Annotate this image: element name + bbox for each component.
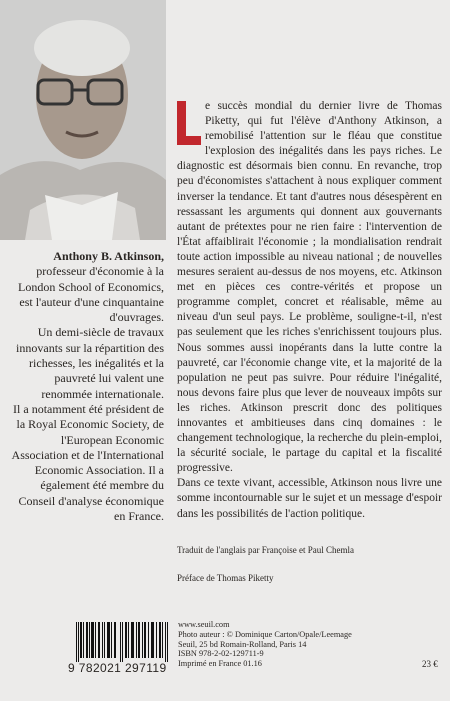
dropcap-letter (177, 101, 201, 145)
back-cover-text (177, 99, 442, 522)
print-info: Imprimé en France 01.16 (178, 659, 262, 669)
photo-credit: Photo auteur : © Dominique Carton/Opale/Leemage (178, 629, 352, 639)
preface-credit: Préface de Thomas Piketty (177, 573, 274, 583)
bio-paragraph: professeur d'économie à la London School of Economics, est l'auteur d'une cinquantaine d'ouvrages. (18, 264, 164, 325)
barcode (68, 620, 170, 676)
author-photo (0, 0, 166, 240)
barcode-number: 9 782021 297119 (68, 661, 167, 675)
author-name: Anthony B. Atkinson, (53, 249, 164, 263)
bio-paragraph: Un demi-siècle de travaux innovants sur la répartition des richesses, les inégalités et la pauvreté lui valent une renommée internationale. (16, 325, 164, 401)
barcode-icon (76, 622, 168, 662)
body-paragraph: Dans ce texte vivant, accessible, Atkinson nous livre une somme incontournable sur le sujet et un message d'espoir dans les possibilités de l'action politique. (177, 477, 442, 520)
isbn: ISBN 978-2-02-129711-9 (178, 649, 264, 659)
publisher-info (178, 620, 352, 669)
publisher-website: www.seuil.com (178, 620, 230, 629)
author-portrait (0, 0, 166, 240)
price: 23 € (422, 659, 438, 669)
bio-paragraph: Il a notamment été président de la Royal Economic Society, de l'European Economic Association et de l'International Economic Association. Il a également été membre du Conseil d'analyse économique en France. (11, 401, 164, 524)
publisher-address: Seuil, 25 bd Romain-Rolland, Paris 14 (178, 639, 307, 649)
author-bio (8, 249, 164, 524)
body-paragraph: e succès mondial du dernier livre de Thomas Piketty, qui fut l'élève d'Anthony Atkinson, a remobilisé l'attention sur le fléau que constitue l'explosion des inégalités dans les pays riches. Le diagnostic est désormais bien connu. En revanche, trop peu d'économistes s'attachent à nous expliquer comment inverser la tendance. Et tant d'autres nous désespèrent en ressassant les arguments qui donnent aux gouvernants autant de prétextes pour ne rien faire : l'intervention de l'État affaiblirait l'économie ; la mondialisation rendrait toute action impossible au niveau national ; de nouvelles mesures seraient au-dessus de nos moyens, etc. Atkinson met en pièces ces contre-vérités et propose un programme complet, concret et réalisable, même au niveau d'un seul pays. Le problème, souligne-t-il, n'est pas seulement que les riches s'enrichissent toujours plus. Nous sommes aussi inopérants dans la lutte contre la pauvreté, car l'économie change vite, et la majorité de la population ne peut pas suivre. Pour réduire l'inégalité, nous devons faire plus que lever de nouveaux impôts sur les riches. Atkinson prescrit donc des politiques innovantes et ambitieuses dans cinq domaines : le changement technologique, la recherche du plein-emploi, la sécurité sociale, le partage du capital et la fiscalité progressive. (177, 100, 442, 475)
translation-credit: Traduit de l'anglais par Françoise et Paul Chemla (177, 545, 355, 555)
